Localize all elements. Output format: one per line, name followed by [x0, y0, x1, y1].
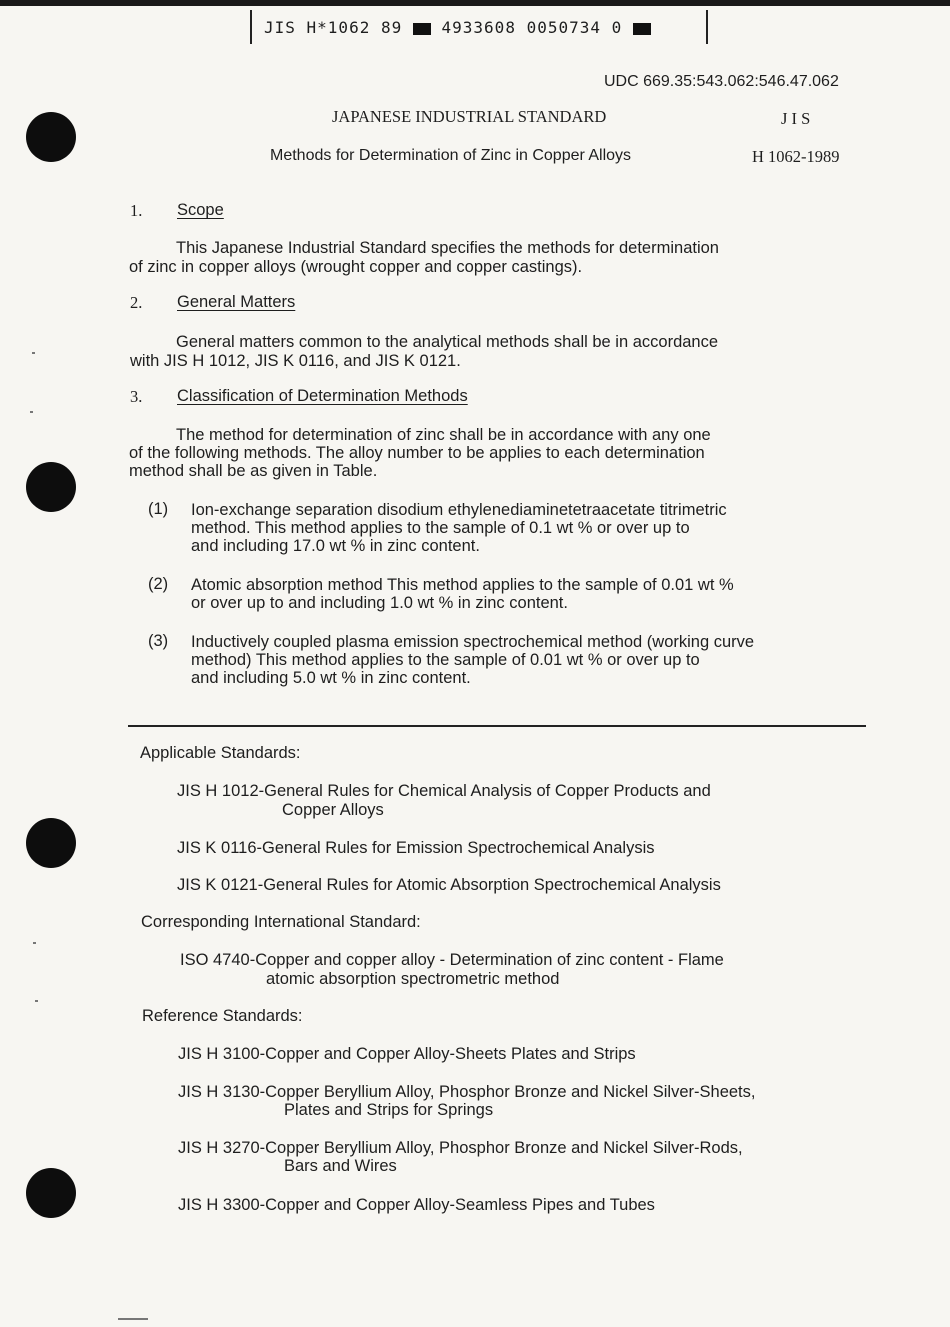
doc-number: H 1062-1989	[752, 147, 840, 166]
header-code-b: 4933608 0050734 0	[441, 18, 623, 37]
applicable-item-2: JIS K 0116-General Rules for Emission Spectrochemical Analysis	[177, 839, 655, 857]
scan-speck	[33, 942, 36, 944]
punch-hole	[26, 818, 76, 868]
method-1-line-1: Ion-exchange separation disodium ethylenediaminetetraacetate titrimetric	[191, 501, 727, 519]
punch-hole	[26, 462, 76, 512]
reference-item-2: JIS H 3130-Copper Beryllium Alloy, Phosphor Bronze and Nickel Silver-Sheets,	[178, 1083, 756, 1101]
international-item: ISO 4740-Copper and copper alloy - Determination of zinc content - Flame	[180, 951, 724, 969]
method-3-line-1: Inductively coupled plasma emission spectrochemical method (working curve	[191, 633, 755, 651]
method-number: (3)	[148, 632, 169, 650]
reference-heading: Reference Standards:	[142, 1007, 303, 1025]
reference-item-3-cont: Bars and Wires	[284, 1157, 397, 1175]
org-title: JAPANESE INDUSTRIAL STANDARD	[332, 107, 607, 126]
black-block-mark	[633, 23, 651, 35]
method-3-line-3: and including 5.0 wt % in zinc content.	[191, 669, 471, 687]
applicable-item-1-cont: Copper Alloys	[282, 801, 384, 819]
udc-number: UDC 669.35:543.062:546.47.062	[604, 73, 839, 90]
classification-line-1: The method for determination of zinc shall be in accordance with any one	[176, 426, 711, 444]
section-number: 2.	[130, 293, 143, 312]
scan-speck	[35, 1000, 38, 1002]
general-line-2: with JIS H 1012, JIS K 0116, and JIS K 0121.	[130, 352, 461, 370]
reference-item-4: JIS H 3300-Copper and Copper Alloy-Seamless Pipes and Tubes	[178, 1196, 655, 1214]
section-number: 3.	[130, 387, 143, 406]
classification-line-3: method shall be as given in Table.	[129, 462, 378, 480]
scan-top-border	[0, 0, 950, 6]
method-1-line-3: and including 17.0 wt % in zinc content.	[191, 537, 480, 555]
doc-title: Methods for Determination of Zinc in Copper Alloys	[270, 147, 632, 164]
scan-speck	[30, 411, 33, 413]
method-3-line-2: method) This method applies to the sample of 0.01 wt % or over up to	[191, 651, 700, 669]
classification-line-2: of the following methods. The alloy number to be applies to each determination	[129, 444, 705, 462]
method-number: (2)	[148, 575, 169, 593]
international-item-cont: atomic absorption spectrometric method	[266, 970, 560, 988]
punch-hole	[26, 1168, 76, 1218]
reference-item-3: JIS H 3270-Copper Beryllium Alloy, Phosphor Bronze and Nickel Silver-Rods,	[178, 1139, 743, 1157]
scan-speck	[32, 352, 35, 354]
applicable-item-1: JIS H 1012-General Rules for Chemical Analysis of Copper Products and	[177, 782, 711, 800]
applicable-heading: Applicable Standards:	[140, 744, 301, 762]
method-1-line-2: method. This method applies to the sample of 0.1 wt % or over up to	[191, 519, 690, 537]
jis-mark: J I S	[781, 109, 811, 128]
footnote-divider	[128, 725, 866, 727]
punch-hole	[26, 112, 76, 162]
reference-item-2-cont: Plates and Strips for Springs	[284, 1101, 494, 1119]
header-code	[264, 18, 651, 37]
scan-speck	[118, 1318, 148, 1320]
reference-item-1: JIS H 3100-Copper and Copper Alloy-Sheets Plates and Strips	[178, 1045, 636, 1063]
black-block-mark	[413, 23, 431, 35]
header-code-a: JIS H*1062 89	[264, 18, 403, 37]
scope-line-2: of zinc in copper alloys (wrought copper and copper castings).	[129, 258, 583, 276]
method-number: (1)	[148, 500, 169, 518]
section-heading-scope: Scope	[177, 201, 224, 219]
method-2-line-2: or over up to and including 1.0 wt % in zinc content.	[191, 594, 568, 612]
method-2-line-1: Atomic absorption method This method applies to the sample of 0.01 wt %	[191, 576, 734, 594]
international-heading: Corresponding International Standard:	[141, 913, 421, 931]
section-number: 1.	[130, 201, 143, 220]
scope-line-1: This Japanese Industrial Standard specifies the methods for determination	[176, 239, 719, 257]
section-heading-general: General Matters	[177, 293, 296, 311]
applicable-item-3: JIS K 0121-General Rules for Atomic Absorption Spectrochemical Analysis	[177, 876, 721, 894]
general-line-1: General matters common to the analytical methods shall be in accordance	[176, 333, 719, 351]
section-heading-classification: Classification of Determination Methods	[177, 387, 468, 405]
